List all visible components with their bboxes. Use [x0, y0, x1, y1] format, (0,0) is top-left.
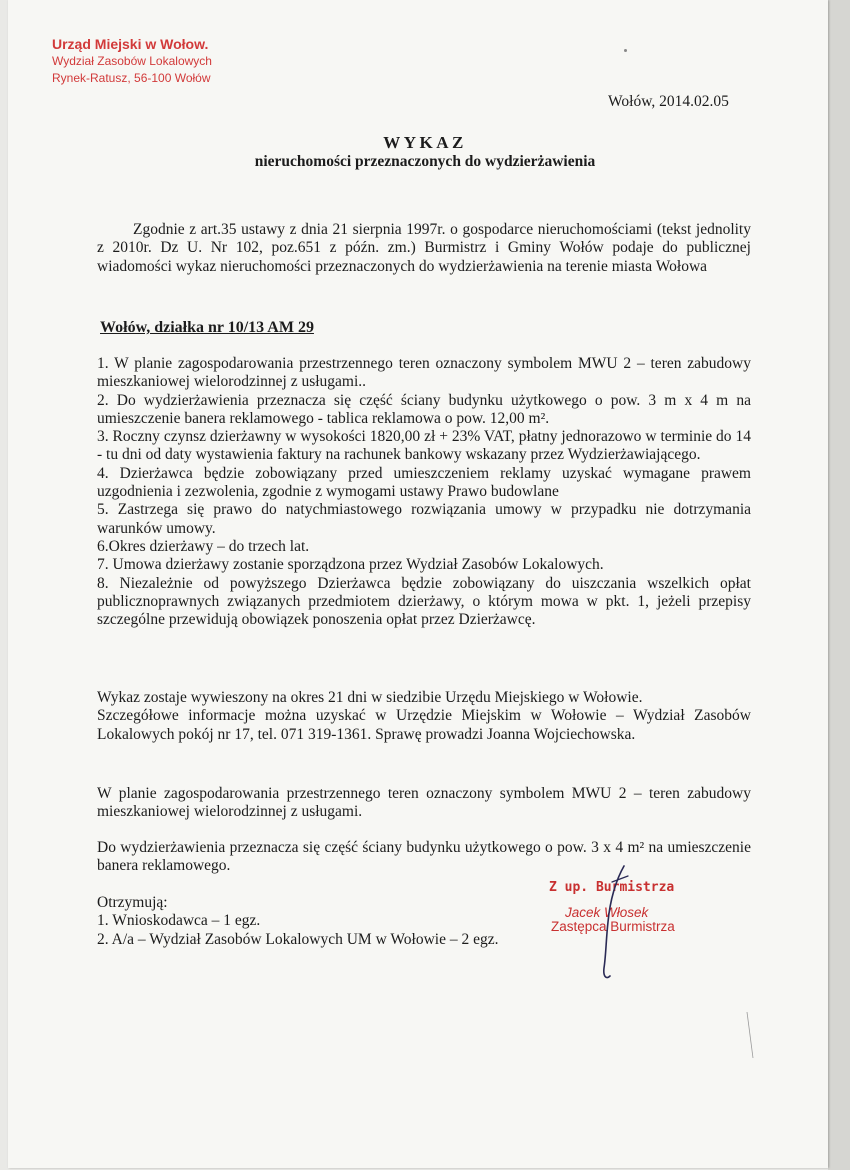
recipients-heading: Otrzymują: [97, 894, 168, 911]
condition-item: 7. Umowa dzierżawy zostanie sporządzona przez Wydział Zasobów Lokalowych. [97, 556, 604, 574]
condition-item: 5. Zastrzega się prawo do natychmiastowego rozwiązania umowy w przypadku nie dotrzymania warunków umowy. [97, 501, 751, 537]
notice-line: Wykaz zostaje wywieszony na okres 21 dni w siedzibie Urzędu Miejskiego w Wołowie. [97, 689, 643, 706]
signature-stamp-role: Zastępca Burmistrza [551, 919, 675, 934]
recipient-line: 2. A/a – Wydział Zasobów Lokalowych UM w Wołowie – 2 egz. [97, 930, 499, 948]
scan-speck [624, 49, 627, 52]
recipients-section [97, 894, 498, 949]
scan-edge [828, 0, 850, 1170]
document-subtitle: nieruchomości przeznaczonych do wydzierżawienia [254, 153, 596, 170]
stamp-line-3: Rynek-Ratusz, 56-100 Wołów [52, 71, 211, 85]
intro-paragraph: Zgodnie z art.35 ustawy z dnia 21 sierpnia 1997r. o gospodarce nieruchomościami (tekst jednolity z 2010r. Dz U. Nr 102, poz.651 z późn. zm.) Burmistrz i Gminy Wołów podaje do publicznej wiadomości wykaz nieruchomości przeznaczonych do wydzierżawienia na terenie miasta Wołowa [97, 221, 751, 275]
conditions-list [97, 355, 751, 629]
condition-item: 8. Niezależnie od powyższego Dzierżawca będzie zobowiązany do uiszczania wszelkich opłat publicznoprawnych związanych przedmiotem dzierżawy, o którym mowa w pkt. 1, jeżeli przepisy szczególne przewidują obowiązek ponoszenia opłat przez Dzierżawcę. [97, 574, 751, 629]
signature-stamp-name: Jacek Włosek [565, 905, 649, 920]
handwritten-signature [592, 860, 642, 990]
condition-item: 1. W planie zagospodarowania przestrzennego teren oznaczony symbolem MWU 2 – teren zabudowy mieszkaniowej wielorodzinnej z usługami.. [97, 355, 751, 391]
signature-stamp-title: Z up. Burmistrza [549, 880, 675, 895]
zoning-paragraph: W planie zagospodarowania przestrzennego teren oznaczony symbolem MWU 2 – teren zabudowy mieszkaniowej wielorodzinnej z usługami. [97, 785, 751, 821]
notice-section [97, 689, 751, 744]
stamp-line-2: Wydział Zasobów Lokalowych [52, 54, 212, 68]
stamp-line-1: Urząd Miejski w Wołow. [52, 36, 209, 52]
document-title: WYKAZ [383, 133, 467, 152]
pencil-mark [745, 1010, 755, 1060]
notice-line: Szczegółowe informacje można uzyskać w Urzędzie Miejskim w Wołowie – Wydział Zasobów Lokalowych pokój nr 17, tel. 071 319-1361. Sprawę prowadzi Joanna Wojciechowska. [97, 707, 751, 743]
document-date: Wołów, 2014.02.05 [608, 93, 729, 110]
condition-item: 3. Roczny czynsz dzierżawny w wysokości 1820,00 zł + 23% VAT, płatny jednorazowo w terminie do 14 - tu dni od daty wystawienia faktury na rachunek bankowy wskazany przez Wydzierżawiającego. [97, 428, 751, 464]
condition-item: 6.Okres dzierżawy – do trzech lat. [97, 537, 310, 555]
condition-item: 2. Do wydzierżawienia przeznacza się część ściany budynku użytkowego o pow. 3 m x 4 m na umieszczenie banera reklamowego - tablica reklamowa o pow. 12,00 m². [97, 391, 751, 427]
office-stamp [52, 36, 272, 87]
recipient-line: 1. Wnioskodawca – 1 egz. [97, 912, 261, 930]
condition-item: 4. Dzierżawca będzie zobowiązany przed umieszczeniem reklamy uzyskać wymagane prawem uzgodnienia i zezwolenia, zgodnie z wymogami ustawy Prawo budowlane [97, 464, 751, 501]
plot-heading: Wołów, działka nr 10/13 AM 29 [100, 319, 314, 336]
lease-paragraph: Do wydzierżawienia przeznacza się część ściany budynku użytkowego o pow. 3 x 4 m² na umieszczenie banera reklamowego. [97, 839, 751, 875]
